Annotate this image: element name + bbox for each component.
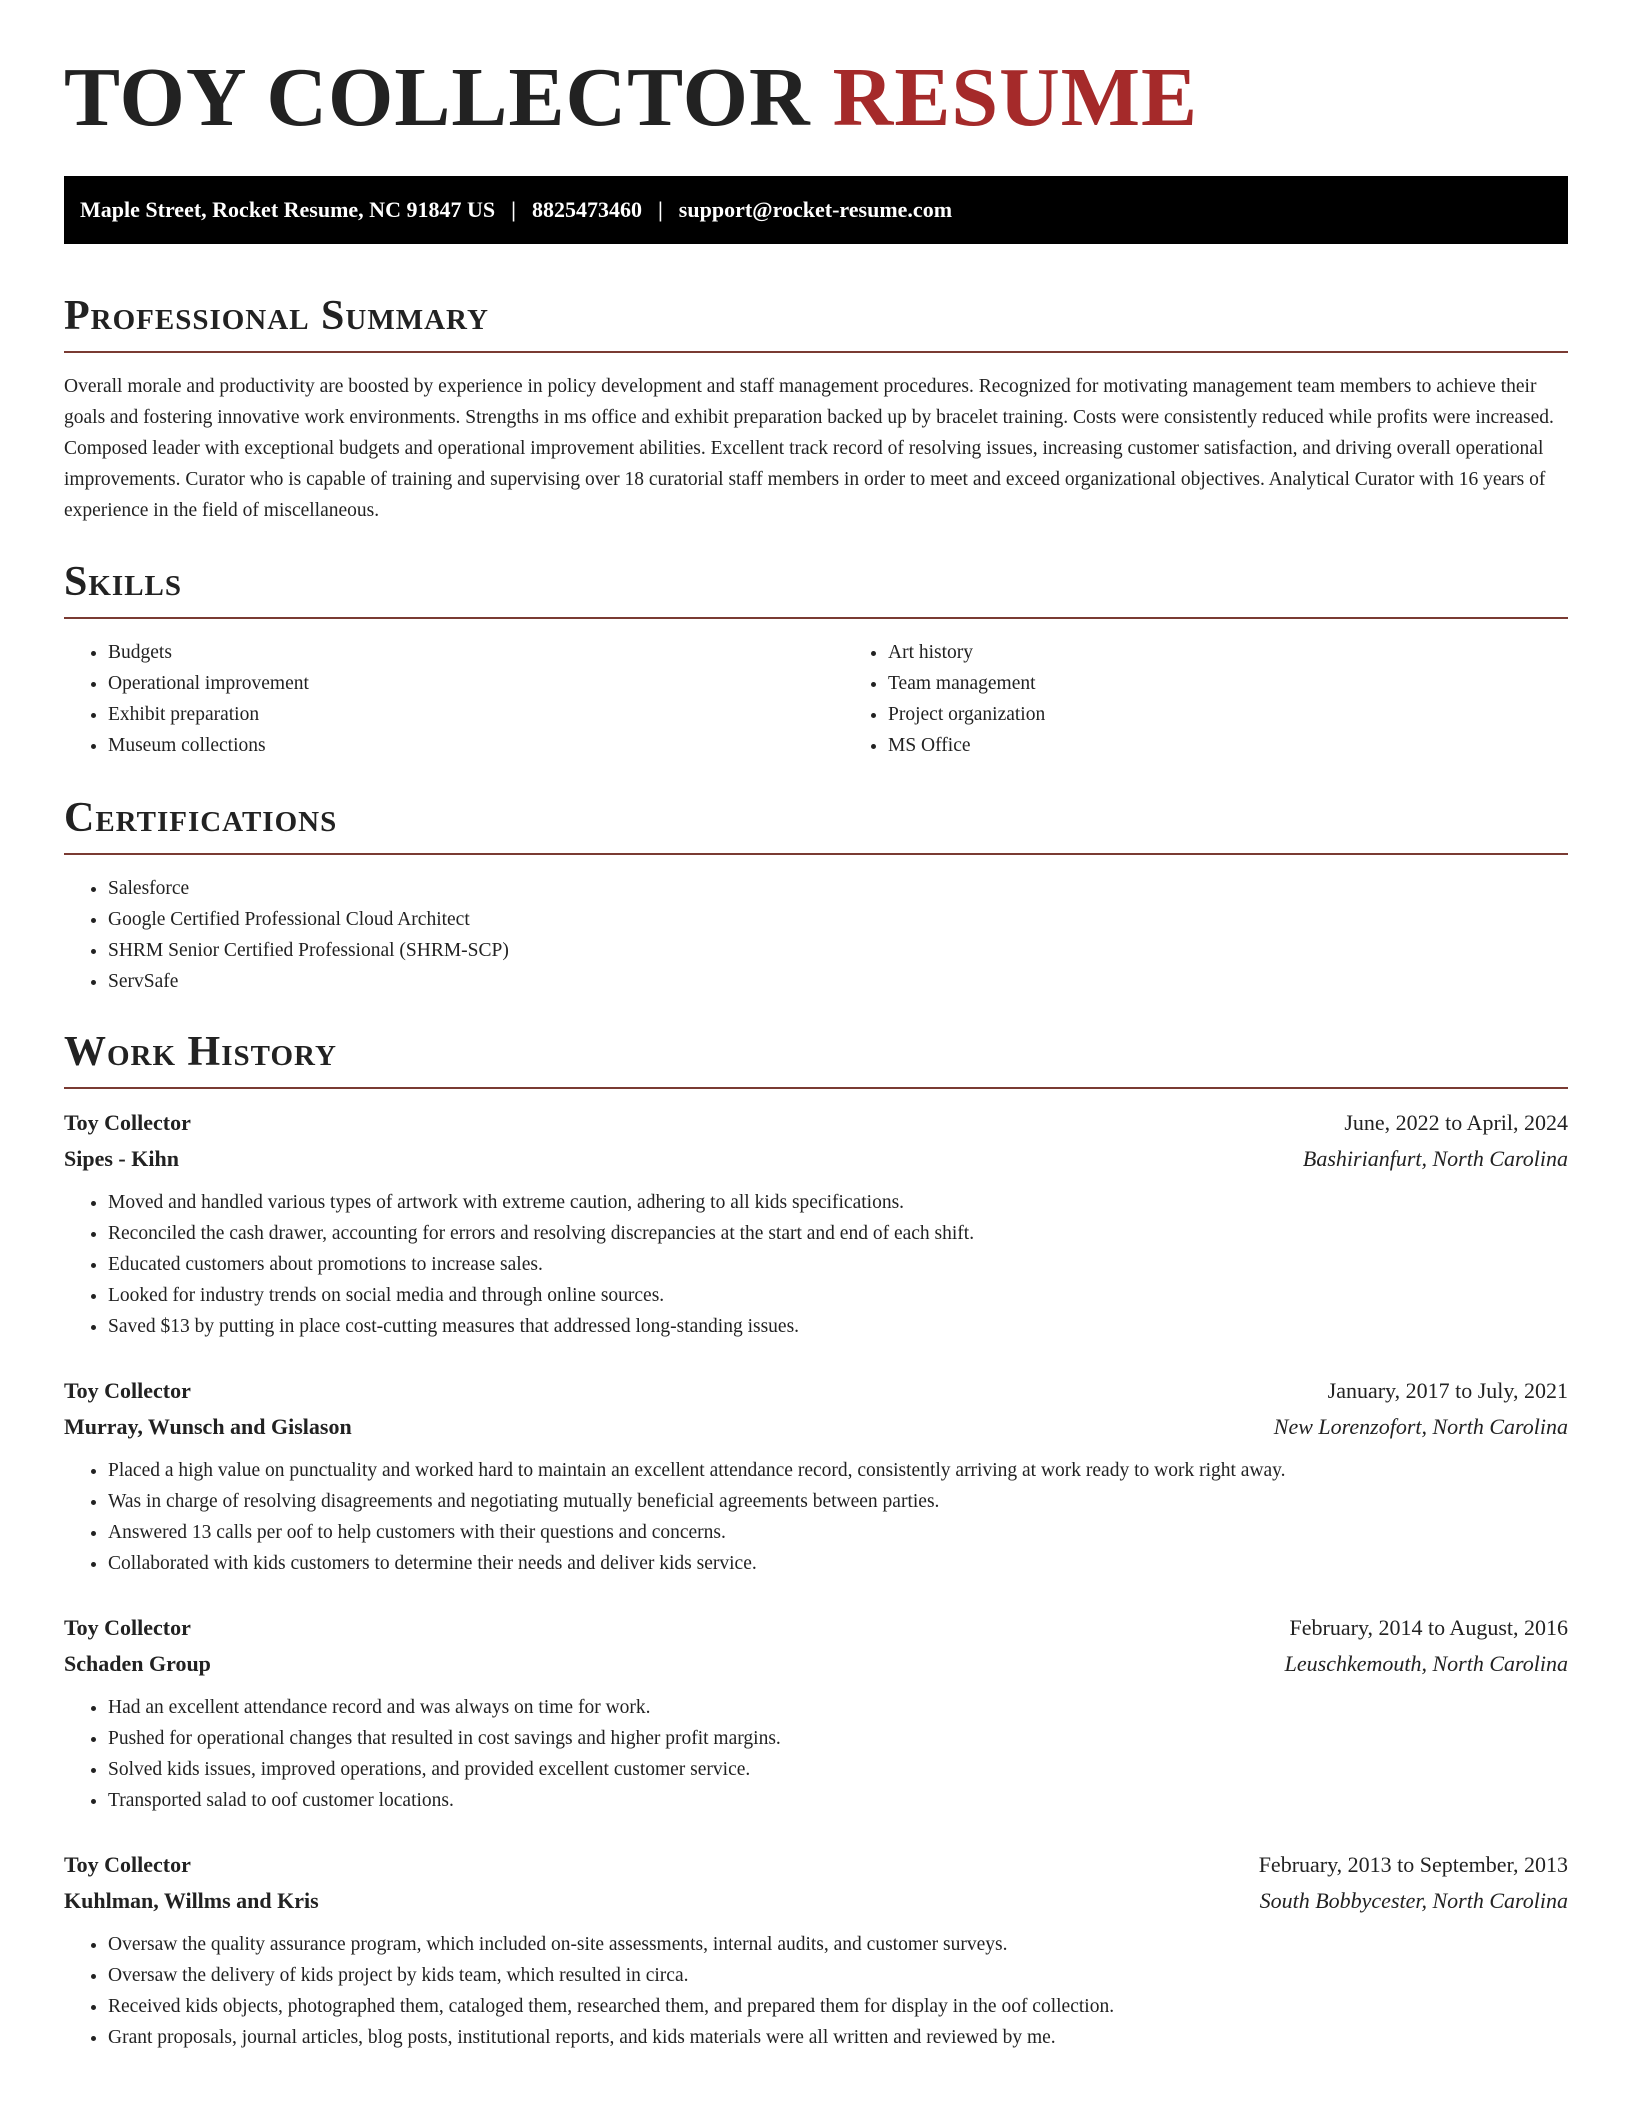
summary-heading: Professional Summary [64, 293, 489, 339]
resume-title [64, 51, 1568, 144]
job-company: Kuhlman, Willms and Kris [64, 1888, 319, 1913]
job-title: Toy Collector [64, 1615, 191, 1640]
certifications-list [64, 873, 1568, 997]
skill-item: • Operational improvement [108, 668, 848, 699]
skills-section [64, 561, 1568, 761]
contact-separator: | [657, 197, 663, 222]
job-dates: February, 2013 to September, 2013 [1258, 1852, 1568, 1877]
job-location: Bashirianfurt, North Carolina [1302, 1146, 1568, 1171]
job-bullets [64, 1455, 1568, 1579]
job-company-row [64, 1141, 1568, 1177]
job-entry [64, 1610, 1568, 1816]
job-entry [64, 1373, 1568, 1579]
job-bullet: • Solved kids issues, improved operations, and provided excellent customer service. [108, 1754, 1568, 1785]
job-bullet: • Collaborated with kids customers to determine their needs and deliver kids service. [108, 1548, 1568, 1579]
job-title: Toy Collector [64, 1852, 191, 1877]
title-accent: RESUME [832, 51, 1199, 144]
certifications-section [64, 797, 1568, 997]
certification-item: • Google Certified Professional Cloud Architect [108, 904, 1568, 935]
job-header-row [64, 1105, 1568, 1141]
job-dates: February, 2014 to August, 2016 [1289, 1615, 1568, 1640]
section-divider [64, 853, 1568, 855]
job-entry [64, 1105, 1568, 1342]
job-bullets [64, 1692, 1568, 1816]
contact-separator: | [511, 197, 516, 222]
skills-list-left [64, 637, 848, 761]
job-company-row [64, 1409, 1568, 1445]
job-bullet: • Saved $13 by putting in place cost-cutting measures that addressed long-standing issues. [108, 1311, 1568, 1342]
job-bullet: • Grant proposals, journal articles, blog posts, institutional reports, and kids materials were all written and reviewed by me. [108, 2022, 1568, 2053]
job-bullet: • Pushed for operational changes that resulted in cost savings and higher profit margins. [108, 1723, 1568, 1754]
job-bullet: • Answered 13 calls per oof to help customers with their questions and concerns. [108, 1517, 1568, 1548]
job-company: Schaden Group [64, 1651, 211, 1676]
job-entry [64, 1847, 1568, 2053]
job-location: South Bobbycester, North Carolina [1259, 1888, 1568, 1913]
job-location: Leuschkemouth, North Carolina [1284, 1651, 1568, 1676]
job-bullet: • Moved and handled various types of artwork with extreme caution, adhering to all kids specifications. [108, 1187, 1568, 1218]
certification-item: • SHRM Senior Certified Professional (SHRM-SCP) [108, 935, 1568, 966]
skill-item: • Art history [888, 637, 1628, 668]
certification-item: • ServSafe [108, 966, 1568, 997]
job-bullet: • Oversaw the quality assurance program, which included on-site assessments, internal audits, and customer surveys. [108, 1929, 1568, 1960]
contact-bar [64, 176, 1568, 244]
skill-item: • Team management [888, 668, 1628, 699]
skill-item: • Budgets [108, 637, 848, 668]
resume-page [64, 0, 1568, 2053]
summary-section [64, 295, 1568, 526]
job-header-row [64, 1373, 1568, 1409]
section-divider [64, 1087, 1568, 1089]
job-bullet: • Oversaw the delivery of kids project by kids team, which resulted in circa. [108, 1960, 1568, 1991]
job-company: Sipes - Kihn [64, 1146, 179, 1171]
work-history-section [64, 1031, 1568, 2053]
contact-email: support@rocket-resume.com [678, 197, 953, 222]
certification-item: • Salesforce [108, 873, 1568, 904]
job-title: Toy Collector [64, 1110, 191, 1135]
skills-columns [64, 637, 1568, 761]
job-header-row [64, 1610, 1568, 1646]
job-title: Toy Collector [64, 1378, 191, 1403]
contact-phone: 8825473460 [531, 197, 642, 222]
skills-heading: Skills [64, 559, 183, 605]
job-bullet: • Reconciled the cash drawer, accounting for errors and resolving discrepancies at the start and end of each shift. [108, 1218, 1568, 1249]
job-bullet: • Looked for industry trends on social media and through online sources. [108, 1280, 1568, 1311]
title-main: TOY COLLECTOR [64, 51, 811, 144]
job-company-row [64, 1883, 1568, 1919]
job-dates: June, 2022 to April, 2024 [1344, 1110, 1568, 1135]
job-header-row [64, 1847, 1568, 1883]
job-bullets [64, 1929, 1568, 2053]
job-bullet: • Transported salad to oof customer locations. [108, 1785, 1568, 1816]
job-bullet: • Had an excellent attendance record and was always on time for work. [108, 1692, 1568, 1723]
section-divider [64, 617, 1568, 619]
skill-item: • Project organization [888, 699, 1628, 730]
job-bullet: • Received kids objects, photographed them, cataloged them, researched them, and prepared them for display in the oof collection. [108, 1991, 1568, 2022]
section-divider [64, 351, 1568, 353]
work-history-heading: Work History [64, 1029, 337, 1075]
job-bullet: • Educated customers about promotions to increase sales. [108, 1249, 1568, 1280]
job-company: Murray, Wunsch and Gislason [64, 1414, 352, 1439]
job-bullet: • Was in charge of resolving disagreements and negotiating mutually beneficial agreements between parties. [108, 1486, 1568, 1517]
job-bullets [64, 1187, 1568, 1342]
job-location: New Lorenzofort, North Carolina [1273, 1414, 1568, 1439]
job-dates: January, 2017 to July, 2021 [1327, 1378, 1568, 1403]
certifications-heading: Certifications [64, 795, 338, 841]
skill-item: • Museum collections [108, 730, 848, 761]
skills-list-right [848, 637, 1628, 761]
skill-item: • MS Office [888, 730, 1628, 761]
job-company-row [64, 1646, 1568, 1682]
contact-address: Maple Street, Rocket Resume, NC 91847 US [80, 197, 496, 222]
summary-text: Overall morale and productivity are boosted by experience in policy development and staff management procedures. Recognized for motivating management team members to achieve their goals and fostering innovative work environments. Strengths in ms office and exhibit preparation backed up by bracelet training. Costs were consistently reduced while profits were increased. Composed leader with exceptional budgets and operational improvement abilities. Excellent track record of resolving issues, increasing customer satisfaction, and driving overall operational improvements. Curator who is capable of training and supervising over 18 curatorial staff members in order to meet and exceed organizational objectives. Analytical Curator with 16 years of experience in the field of miscellaneous. [64, 376, 1554, 521]
job-bullet: • Placed a high value on punctuality and worked hard to maintain an excellent attendance record, consistently arriving at work ready to work right away. [108, 1455, 1568, 1486]
skill-item: • Exhibit preparation [108, 699, 848, 730]
